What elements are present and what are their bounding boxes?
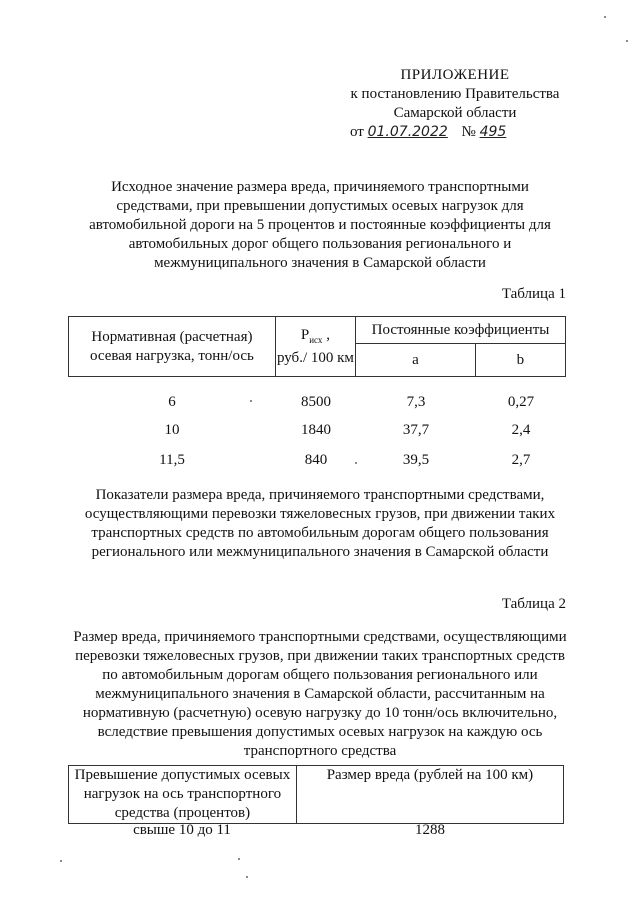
handwritten-number: 495 — [479, 124, 507, 140]
scan-speck — [238, 858, 240, 860]
heading-harm-indicators: Показатели размера вреда, причиняемого транспортными средствами, осуществляющими перевозки тяжеловесных грузов, при движении таких транспортных средств по автомобильным дорогам общего пользования регионального или межмуниципального значения в Самарской области — [84, 487, 556, 560]
p-subscript: исх — [309, 335, 323, 345]
header-harm-amount: Размер вреда (рублей на 100 км) — [296, 766, 563, 824]
cell-excess: свыше 10 до 11 — [133, 822, 231, 838]
appendix-dateline — [330, 123, 580, 142]
cell-load: 10 — [164, 422, 180, 438]
header-constant-coefficients: Постоянные коэффициенты — [355, 317, 565, 344]
number-prefix: № — [461, 124, 476, 140]
table-1-label: Таблица 1 — [501, 286, 566, 302]
cell-p: 1840 — [301, 422, 331, 438]
cell-b: 2,4 — [511, 422, 531, 438]
cell-a: 39,5 — [402, 452, 430, 468]
header-axle-excess: Превышение допустимых осевых нагрузок на ось транспортного средства (процентов) — [69, 766, 297, 824]
appendix-title: ПРИЛОЖЕНИЕ — [400, 67, 510, 83]
table-2 — [68, 765, 564, 824]
table-2-caption: Размер вреда, причиняемого транспортными средствами, осуществляющими перевозки тяжеловесных грузов, при движении таких транспортных средств по автомобильным дорогам общего пользования регионального или межмуниципального значения в Самарской области, рассчитанным на нормативную (расчетную) осевую нагрузку до 10 тонн/ось включительно, вследствие превышения допустимых осевых нагрузок на каждую ось транспортного средства — [73, 629, 567, 759]
appendix-line-2: Самарской области — [393, 105, 517, 121]
cell-b: 0,27 — [507, 394, 535, 410]
scan-speck — [355, 462, 357, 464]
scan-speck — [604, 16, 606, 18]
cell-p: 840 — [304, 452, 328, 468]
cell-a: 7,3 — [406, 394, 426, 410]
appendix-block — [330, 66, 580, 142]
scan-speck — [626, 40, 628, 42]
p-unit: руб./ 100 км — [276, 350, 354, 366]
cell-load: 11,5 — [159, 452, 185, 468]
handwritten-date: 01.07.2022 — [367, 124, 448, 140]
header-coefficient-b: b — [475, 344, 565, 377]
header-axle-load: Нормативная (расчетная) осевая нагрузка, тонн/ось — [69, 317, 276, 377]
p-symbol: P — [300, 327, 310, 343]
appendix-line-1: к постановлению Правительства — [350, 86, 560, 102]
header-coefficient-a: a — [355, 344, 475, 377]
cell-p: 8500 — [301, 394, 331, 410]
date-prefix: от — [350, 124, 364, 140]
table-1 — [68, 316, 566, 377]
header-p-initial: $P_{исх}$ , руб./ 100 км — [275, 317, 355, 377]
cell-harm: 1288 — [415, 822, 445, 838]
scan-speck — [250, 400, 252, 402]
cell-a: 37,7 — [402, 422, 430, 438]
scan-speck — [60, 860, 62, 862]
scan-speck — [246, 876, 248, 878]
cell-b: 2,7 — [511, 452, 531, 468]
cell-load: 6 — [168, 394, 176, 410]
table-2-label: Таблица 2 — [501, 596, 566, 612]
heading-table-1: Исходное значение размера вреда, причиняемого транспортными средствами, при превышении допустимых осевых нагрузок для автомобильной дороги на 5 процентов и постоянные коэффициенты для автомобильных дорог общего пользования регионального и межмуниципального значения в Самарской области — [89, 179, 551, 271]
